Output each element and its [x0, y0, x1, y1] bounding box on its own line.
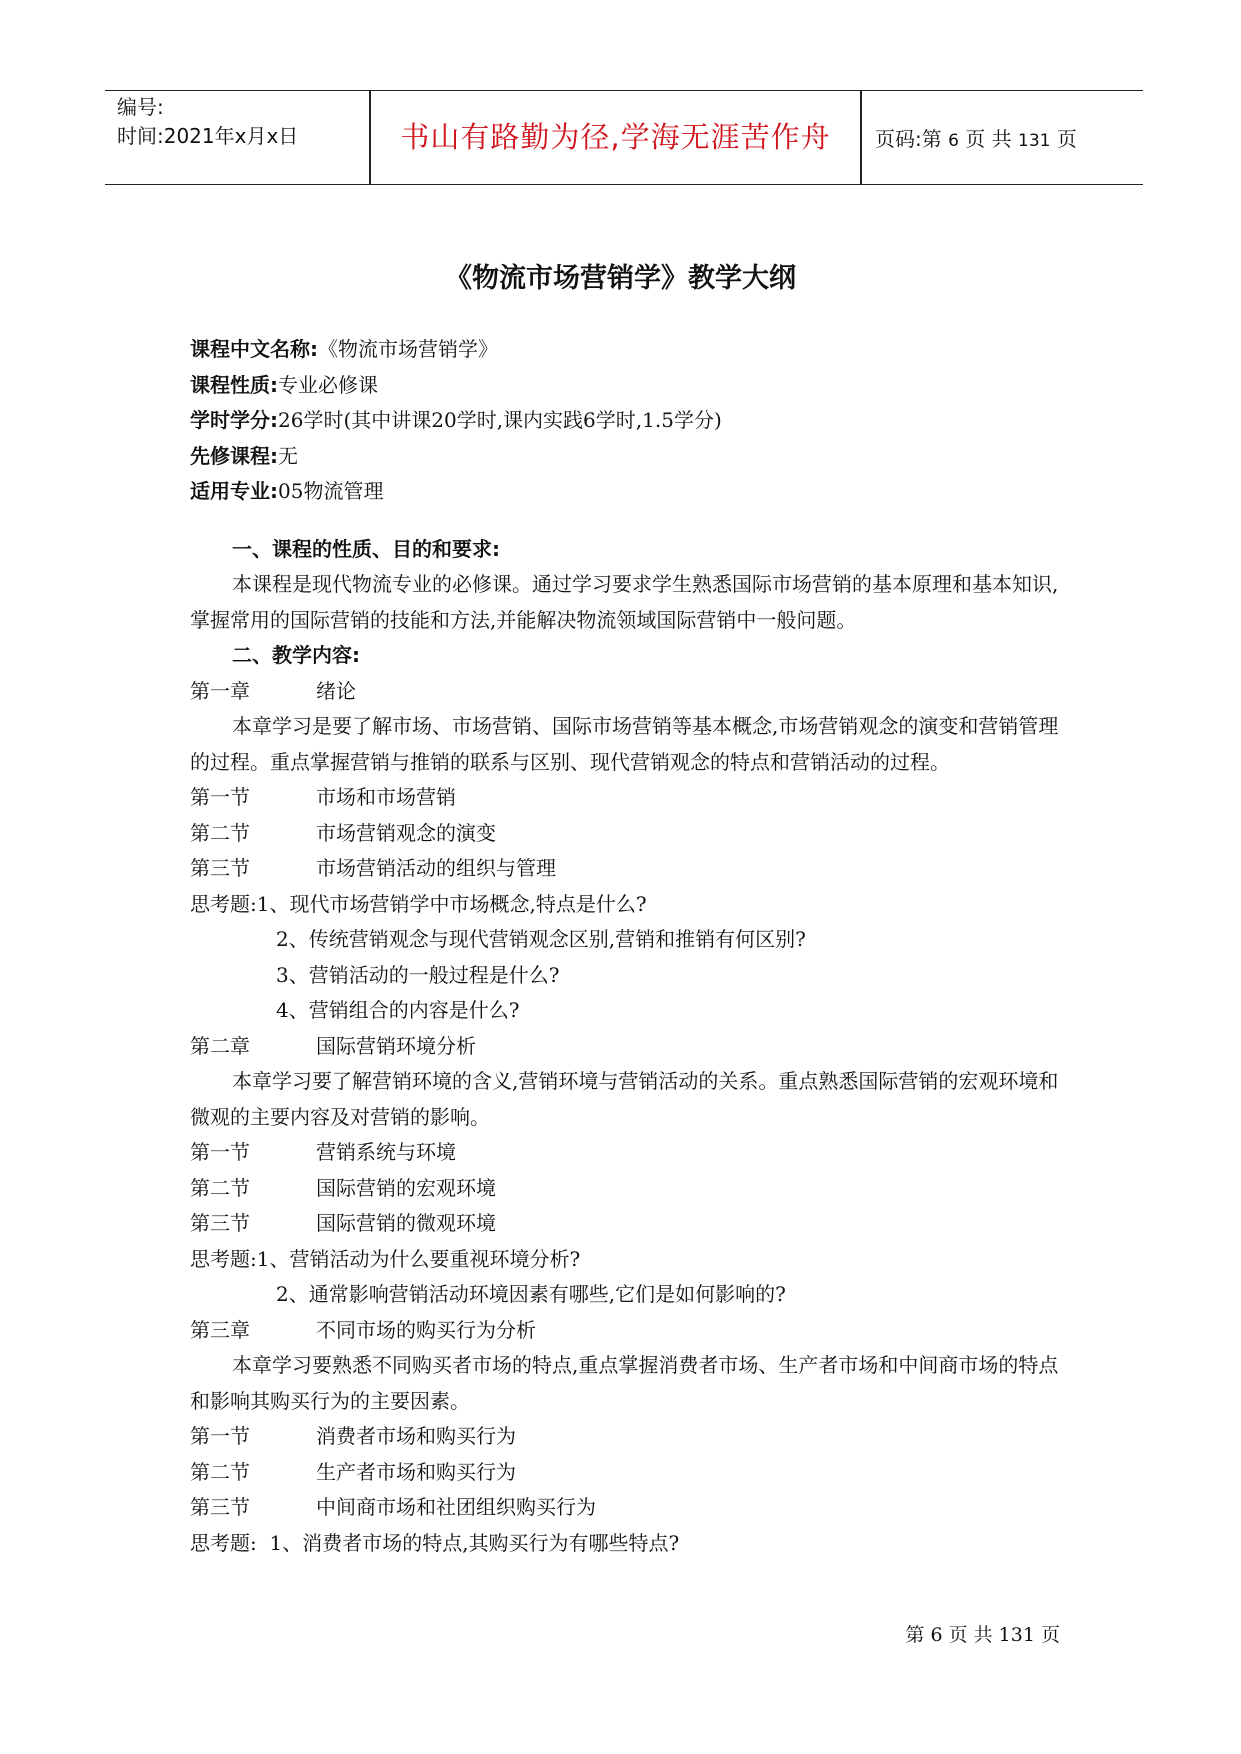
section-name: 国际营销的微观环境 [316, 1211, 496, 1235]
info-label: 适用专业: [190, 479, 278, 503]
document-title: 《物流市场营销学》教学大纲 [445, 263, 796, 294]
question-label: 思考题: [190, 891, 257, 916]
course-info [190, 332, 1060, 510]
question-item [190, 1242, 1060, 1278]
chapter-heading [190, 1029, 1060, 1065]
section-item [190, 780, 1060, 816]
info-value: 05物流管理 [278, 479, 384, 503]
section-item [190, 1171, 1060, 1207]
header-motto: 书山有路勤为径,学海无涯苦作舟 [400, 120, 831, 154]
section-item [190, 1455, 1060, 1491]
section-item [190, 1135, 1060, 1171]
chapter-name: 绪论 [316, 678, 356, 703]
info-row [190, 439, 1060, 475]
question-item [190, 887, 1060, 923]
chapter-description: 本章学习要了解营销环境的含义,营销环境与营销活动的关系。重点熟悉国际营销的宏观环境和微观的主要内容及对营销的影响。 [190, 1069, 1059, 1129]
chapter-label: 第二章 [190, 1033, 250, 1058]
question-item: 2、通常影响营销活动环境因素有哪些,它们是如何影响的? [276, 1282, 786, 1306]
question-text: 1、消费者市场的特点,其购买行为有哪些特点? [269, 1530, 680, 1555]
question-text: 1、营销活动为什么要重视环境分析? [256, 1246, 581, 1271]
footer-mid: 页 共 [948, 1624, 993, 1646]
info-value: 《物流市场营销学》 [318, 337, 498, 361]
page-suffix: 页 [1056, 127, 1077, 151]
section-label: 第二节 [190, 1459, 250, 1484]
section-label: 第三节 [190, 1211, 250, 1235]
info-label: 课程性质: [190, 372, 278, 397]
chapter-label: 第一章 [190, 678, 250, 703]
section-label: 第三节 [190, 1495, 250, 1519]
section-label: 第二节 [190, 1175, 250, 1200]
chapter-description: 本章学习要熟悉不同购买者市场的特点,重点掌握消费者市场、生产者市场和中间商市场的特点和影响其购买行为的主要因素。 [190, 1353, 1059, 1413]
header-left-cell [117, 93, 298, 151]
section-name: 国际营销的宏观环境 [316, 1175, 496, 1200]
chapter-name: 国际营销环境分析 [316, 1033, 476, 1058]
section-label: 第三节 [190, 856, 250, 880]
info-value: 无 [278, 443, 298, 468]
page-prefix: 页码:第 [875, 127, 942, 151]
footer-page-total: 131 [998, 1624, 1035, 1646]
section-paragraph: 本课程是现代物流专业的必修课。通过学习要求学生熟悉国际市场营销的基本原理和基本知识,掌握常用的国际营销的技能和方法,并能解决物流领域国际营销中一般问题。 [190, 572, 1059, 632]
info-label: 课程中文名称: [190, 337, 318, 361]
section-label: 第二节 [190, 820, 250, 845]
info-label: 先修课程: [190, 443, 278, 468]
footer-page-number: 6 [930, 1624, 943, 1646]
section-name: 市场和市场营销 [316, 785, 456, 809]
section-name: 生产者市场和购买行为 [316, 1459, 516, 1484]
header-table [105, 90, 1143, 185]
section-label: 第一节 [190, 785, 250, 809]
info-label: 学时学分: [190, 408, 278, 432]
question-label: 思考题: [190, 1530, 257, 1555]
chapter-heading [190, 1313, 1060, 1349]
chapter-label: 第三章 [190, 1317, 250, 1342]
section-name: 市场营销观念的演变 [316, 820, 496, 845]
question-item: 2、传统营销观念与现代营销观念区别,营销和推销有何区别? [276, 927, 806, 951]
header-page-info [875, 123, 1077, 152]
header-divider-right [860, 91, 862, 184]
section-name: 消费者市场和购买行为 [316, 1424, 516, 1448]
question-item [190, 1526, 1060, 1562]
page-footer [0, 1620, 1060, 1647]
spacer [190, 510, 1060, 532]
page-number: 6 [948, 131, 959, 151]
chapter-description: 本章学习是要了解市场、市场营销、国际市场营销等基本概念,市场营销观念的演变和营销管理的过程。重点掌握营销与推销的联系与区别、现代营销观念的特点和营销活动的过程。 [190, 714, 1059, 774]
page-mid: 页 共 [965, 127, 1012, 151]
info-row [190, 368, 1060, 404]
section-item [190, 1206, 1060, 1242]
page-total: 131 [1018, 131, 1051, 151]
info-row [190, 332, 1060, 368]
section-heading: 一、课程的性质、目的和要求: [232, 536, 500, 561]
section-name: 中间商市场和社团组织购买行为 [316, 1495, 596, 1519]
section-name: 市场营销活动的组织与管理 [316, 856, 556, 880]
footer-suffix: 页 [1040, 1624, 1060, 1646]
serial-label: 编号: [117, 95, 164, 119]
question-text: 1、现代市场营销学中市场概念,特点是什么? [256, 891, 647, 916]
document-body [190, 332, 1060, 1561]
question-item: 4、营销组合的内容是什么? [276, 998, 520, 1022]
question-label: 思考题: [190, 1246, 257, 1271]
time-label: 时间:2021年x月x日 [117, 124, 299, 148]
section-item [190, 1490, 1060, 1526]
section-item [190, 1419, 1060, 1455]
section-label: 第一节 [190, 1424, 250, 1448]
question-item: 3、营销活动的一般过程是什么? [276, 962, 560, 987]
info-value: 专业必修课 [278, 372, 378, 397]
section-name: 营销系统与环境 [316, 1140, 456, 1164]
section-item [190, 851, 1060, 887]
info-value: 26学时(其中讲课20学时,课内实践6学时,1.5学分) [278, 408, 722, 432]
section-heading: 二、教学内容: [232, 643, 360, 667]
footer-prefix: 第 [905, 1624, 925, 1646]
section-label: 第一节 [190, 1140, 250, 1164]
info-row [190, 403, 1060, 439]
chapter-name: 不同市场的购买行为分析 [316, 1317, 536, 1342]
section-item [190, 816, 1060, 852]
info-row [190, 474, 1060, 510]
chapter-heading [190, 674, 1060, 710]
